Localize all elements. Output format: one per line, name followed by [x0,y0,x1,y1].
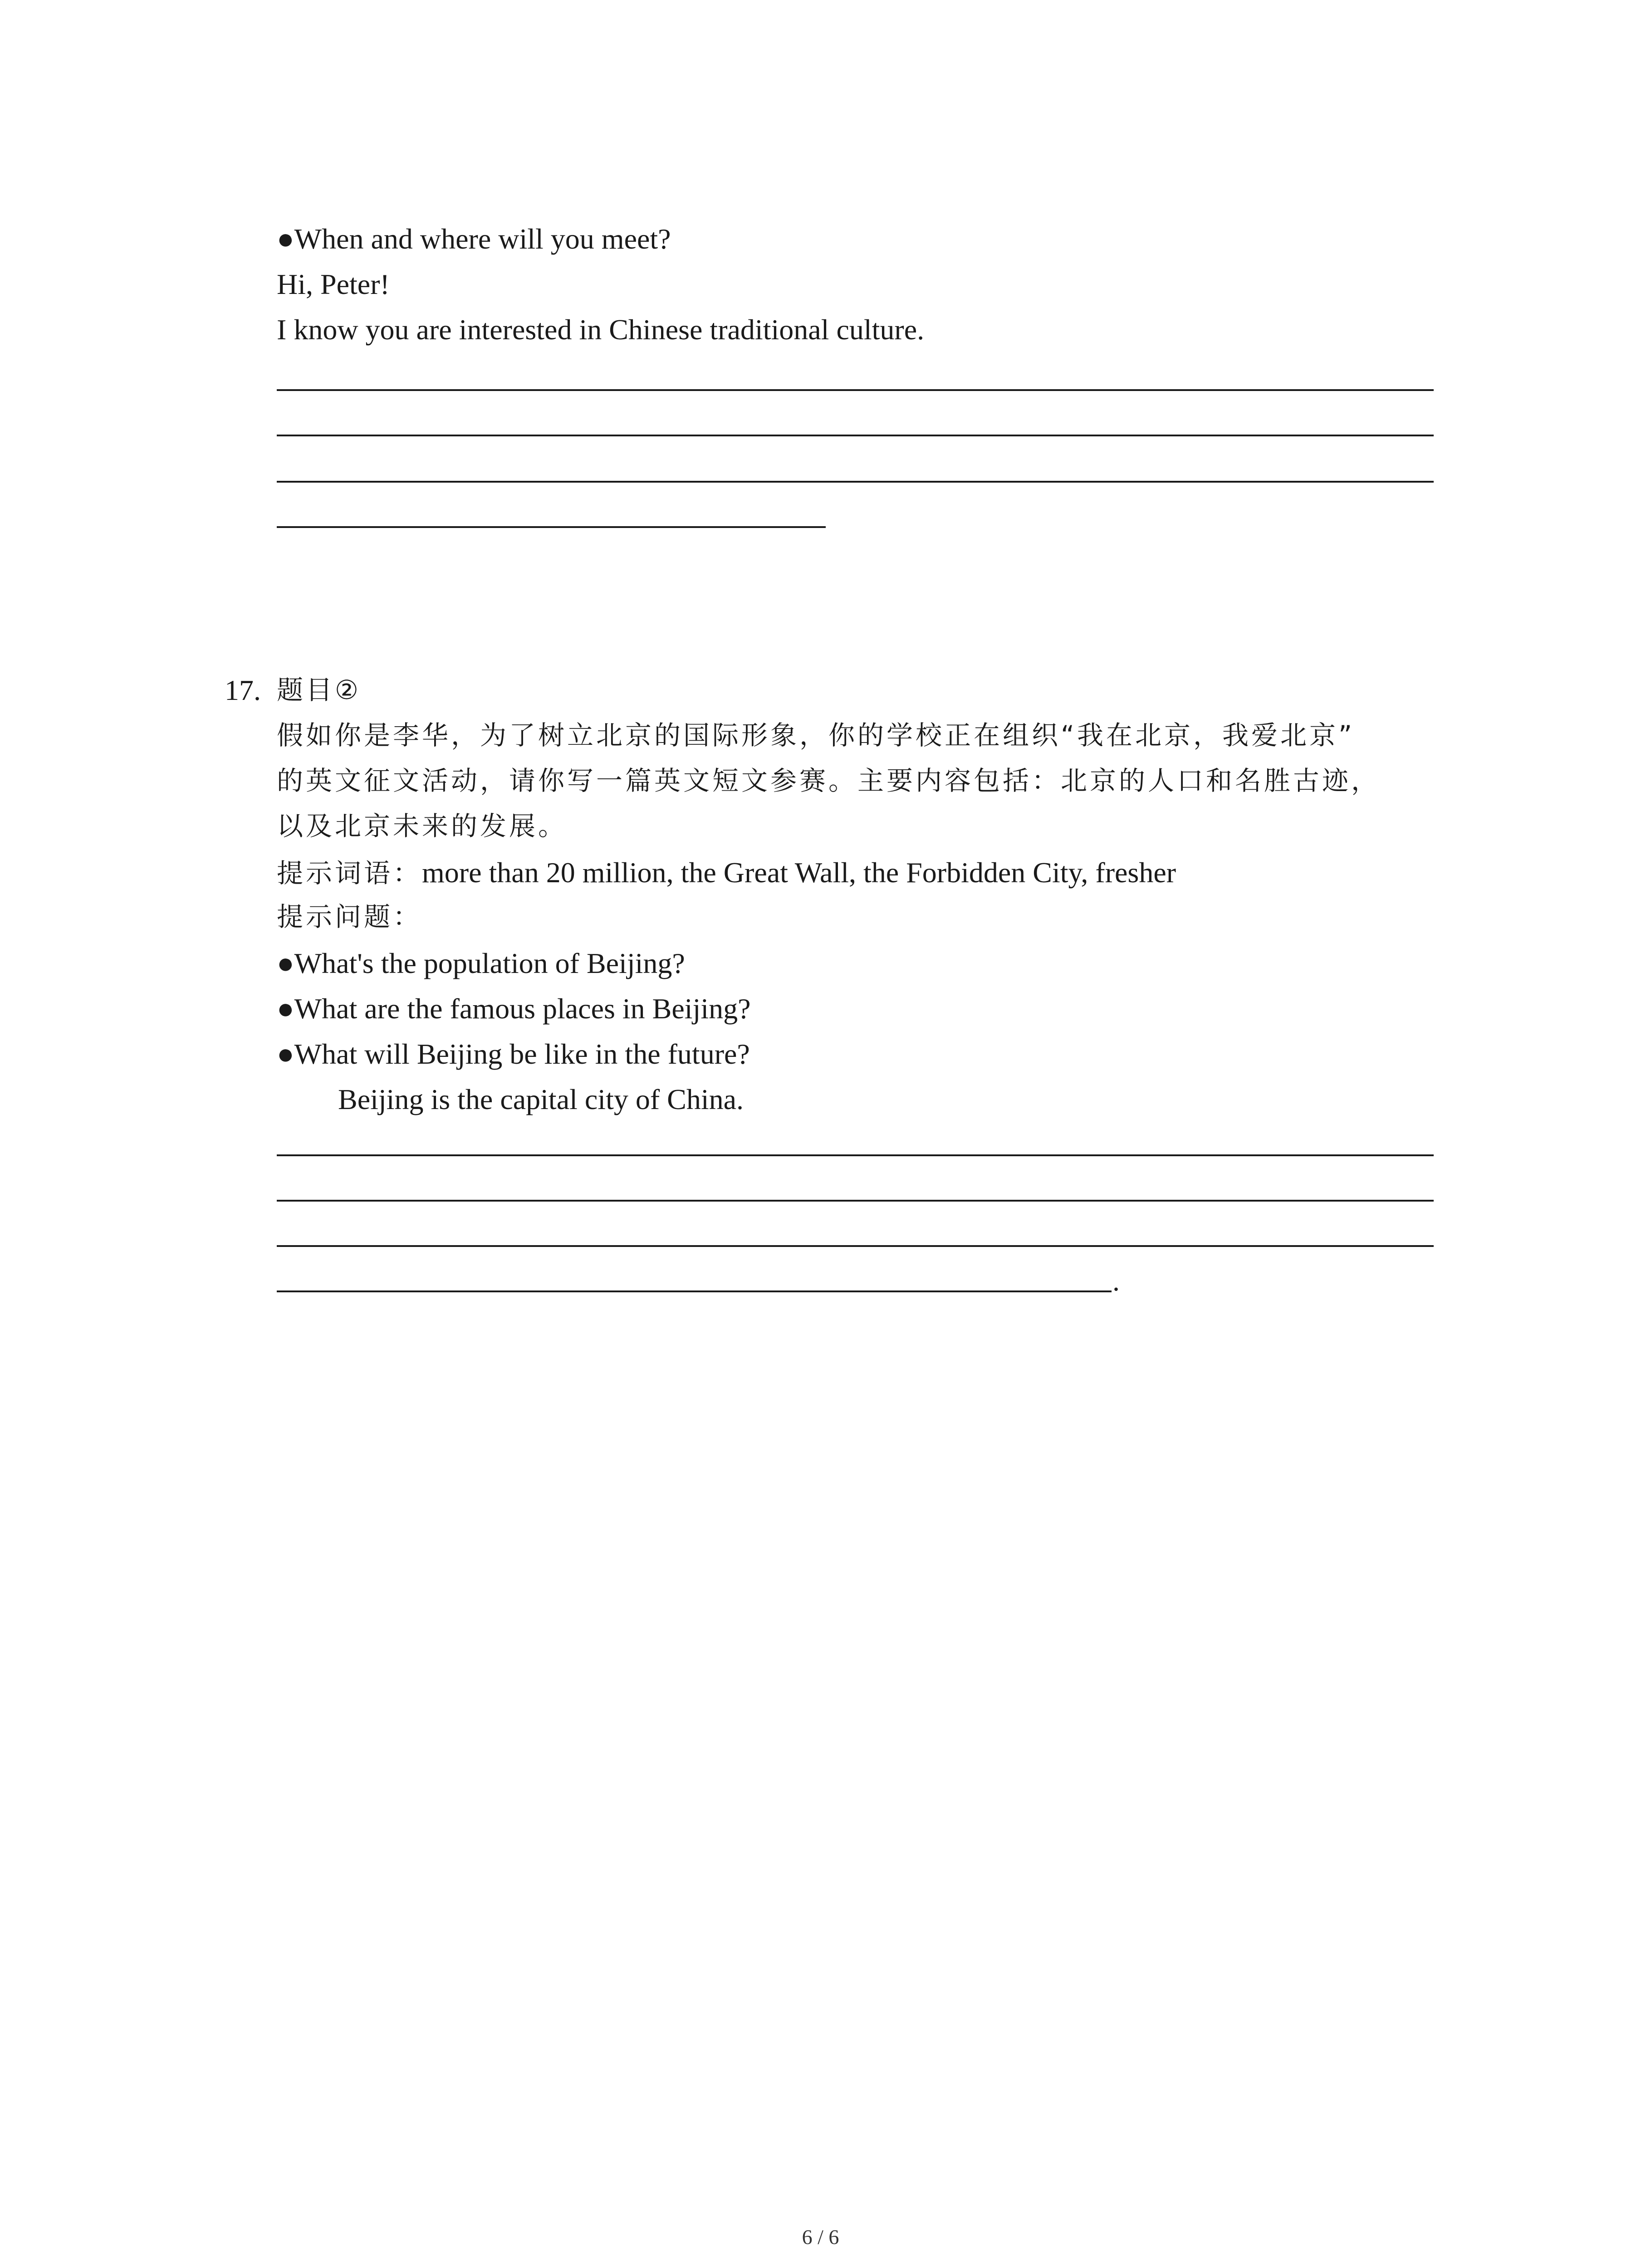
answer-line[interactable] [277,1154,1434,1156]
answer-line-short[interactable] [277,1290,1112,1292]
question-number: 17. [225,674,261,706]
answer-line-short[interactable] [277,526,826,528]
prompt-line-1: 假如你是李华，为了树立北京的国际形象，你的学校正在组织“我在北京，我爱北京” [277,720,1355,751]
question-title: 题目② [277,675,361,705]
answer-end-mark: . [1112,1265,1120,1297]
hint-words-row [277,858,1176,887]
answer-line[interactable] [277,435,1434,436]
prompt-line-3: 以及北京未来的发展。 [277,811,568,841]
hint-question: ●What are the famous places in Beijing? [277,992,751,1025]
answer-line[interactable] [277,389,1434,391]
bullet-question: ●When and where will you meet? [277,223,671,255]
hint-words-label: 提示词语： [277,858,422,889]
hint-question: ●What will Beijing be like in the future? [277,1038,750,1070]
essay-opening-sentence: Beijing is the capital city of China. [338,1083,744,1115]
letter-greeting: Hi, Peter! [277,268,390,300]
answer-line[interactable] [277,1200,1434,1202]
answer-line[interactable] [277,1245,1434,1247]
page-number: 6 / 6 [802,2225,839,2248]
hint-questions-label: 提示问题： [277,901,422,932]
hint-question: ●What's the population of Beijing? [277,947,685,979]
prompt-line-2: 的英文征文活动，请你写一篇英文短文参赛。主要内容包括：北京的人口和名胜古迹， [277,765,1381,796]
opening-sentence: I know you are interested in Chinese traditional culture. [277,313,925,346]
hint-words: more than 20 million, the Great Wall, the Forbidden City, fresher [422,856,1176,889]
answer-line[interactable] [277,481,1434,483]
